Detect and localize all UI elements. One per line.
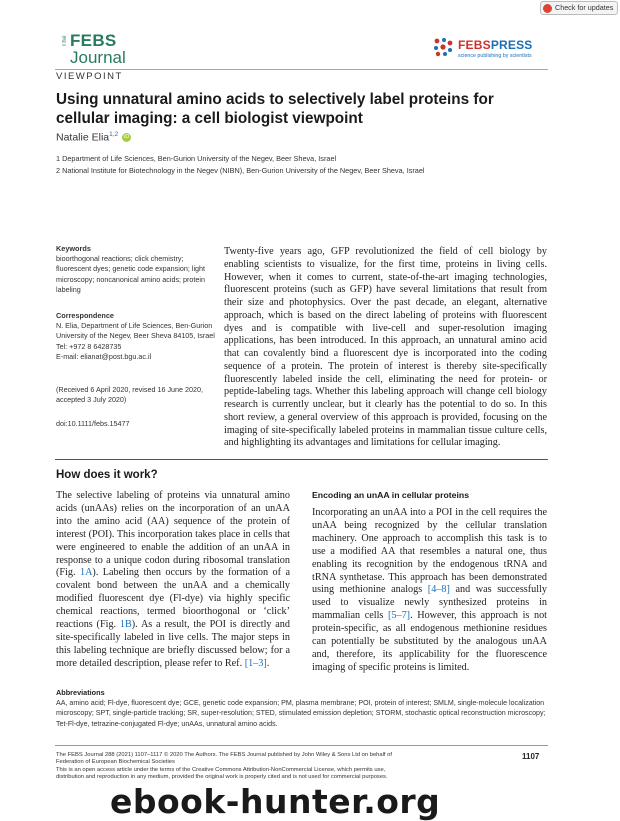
correspondence-block [56,311,216,362]
subsection-heading: Encoding an unAA in cellular proteins [312,490,470,500]
received-dates: (Received 6 April 2020, revised 16 June 2020, accepted 3 July 2020) [56,385,204,405]
correspondence-tel: Tel: +972 8 6428735 [56,341,122,351]
body-text: ). As a result, the POI is directly and site-specifically labeled in live cells. The major steps in this labeling technique are briefly discussed below; for a more detailed description, please refer to Ref. [56,619,290,669]
keywords-text: bioorthogonal reactions; click chemistry; fluorescent dyes; genetic code expansion; light microscopy; noncanonical amino acids; protein labeling [56,254,206,294]
keywords-block [56,244,216,295]
correspondence-heading: Correspondence [56,311,114,320]
author-name: Natalie Elia [56,131,110,144]
body-text: . [266,657,270,669]
abstract: Twenty-five years ago, GFP revolutionized the field of cell biology by enabling scientists to visualize, for the first time, proteins in living cells. However, when it comes to current, state-of-the-art imaging technologies, fluorescent proteins (such as GFP) have several limitations that result from their size and photophysics. Over the past decade, an elegant, alternative approach, which is based on the direct labeling of proteins with fluorescent dyes and is compatible with live-cell and super-resolution imaging applications, has been introduced. In this approach, an unnatural amino acid that can covalently bind a fluorescent dye is incorporated into the coding sequence of a protein. The protein of interest is thereby site-specifically fluorescently labeled inside the cell, eliminating the need for protein- or peptide-labeling tags. Whether this labeling approach will change cell biology research is currently unclear, but it clearly has the potential to do so. In this short review, a general overview of this approach is provided, focusing on the imaging of site-specifically labeled proteins in mammalian tissue culture cells, and highlighting its advantages and limitations for cellular imaging. [224,246,547,449]
reference-link[interactable]: [1–3] [244,657,267,669]
figure-link[interactable]: 1A [79,567,93,579]
author-line [56,131,131,144]
keywords-heading: Keywords [56,244,91,253]
footer-line: This is an open access article under the terms of the Creative Commons Attribution-NonCommercial License, which permits use, [56,766,386,773]
affiliation-1: 1 Department of Life Sciences, Ben-Gurion University of the Negev, Beer Sheva, Israel [56,154,337,163]
body-text: . However, this approach is not protein-specific, as all endogenous methionine residues can potentially be substituted by the analogous unAA and, therefore, its applicability for the fluorescence imaging of specific proteins is limited. [312,610,547,673]
watermark: ebook-hunter.org [110,782,441,821]
footer-rule [55,745,548,746]
author-affiliation-marks: 1,2 [109,131,119,138]
figure-link[interactable]: 1B [119,619,132,631]
correspondence-email[interactable]: E-mail: elianat@post.bgu.ac.il [56,351,152,361]
check-for-updates-button[interactable] [540,1,618,15]
journal-logo [60,31,130,69]
check-for-updates-label: Check for updates [555,3,614,12]
publisher-mark-icon [432,36,454,58]
footer-line: distribution and reproduction in any medium, provided the original work is properly cited and is not used for commercial purposes. [56,774,388,781]
section-label: VIEWPOINT [56,71,123,82]
body-text: ). Labeling then occurs by the formation of a covalent bond between the unAA and a chemically modified fluorescent dye (Fl-dye) via highly specific chemical reactions, termed bioorthogonal or ‘click’ reactions (Fig. [56,567,290,631]
publisher-logo [432,34,552,66]
journal-logo-febs: FEBS [70,31,117,50]
publisher-name-febs: FEBS [458,38,491,52]
body-text: The selective labeling of proteins via unnatural amino acids (unAAs) relies on the incorporation of an unAA into the amino acid (AA) sequence of the protein of interest (POI). This incorporation takes place in cells that were engineered to enable the addition of an unAA in response to a unique codon during ribosomal translation (Fig. [56,490,290,579]
publisher-tagline: science publishing by scientists [458,53,532,59]
body-column-2 [312,507,547,675]
footer-line: Federation of European Biochemical Societies [56,759,175,766]
footer-line: The FEBS Journal 288 (2021) 1107–1117 © 2020 The Authors. The FEBS Journal published by John Wiley & Sons Ltd on behalf of [56,752,392,758]
journal-logo-the: The [62,35,68,47]
journal-logo-journal: Journal [70,48,126,67]
correspondence-text: N. Elia, Department of Life Sciences, Ben-Gurion University of the Negev, Beer Sheva 84105, Israel [56,321,215,341]
affiliation-2: 2 National Institute for Biotechnology in the Negev (NIBN), Ben-Gurion University of the Negev, Beer Sheva, Israel [56,166,425,175]
reference-link[interactable]: [5–7] [387,610,411,622]
orcid-icon[interactable]: iD [124,134,130,141]
publisher-name [458,38,533,52]
article-title: Using unnatural amino acids to selectively label proteins for cellular imaging: a cell biologist viewpoint [56,91,494,127]
update-icon [543,4,552,13]
body-text: Incorporating an unAA into a POI in the cell requires the unAA being recognized by the cellular translation machinery. One approach to accomplish this task is to use a modified AA that resembles a natural one, thus enabling its recognition by the endogenous tRNA and tRNA synthetase. This approach has been demonstrated using methionine analogs [312,507,547,596]
header-rule [55,69,548,70]
abbreviations-text: AA, amino acid; Fl-dye, fluorescent dye; GCE, genetic code expansion; PM, plasma membrane; POI, protein of interest; SMLM, single-molecule localization microscopy; SPT, single-particle tracking; SR, super-resolution; STED, stimulated emission depletion; STORM, stochastic optical reconstruction microscopy; Tet-Fl-dye, tetrazine-conjugated Fl-dye; unAAs, unnatural amino acids. [56,699,546,728]
footer-text [56,752,476,782]
abstract-rule [55,459,548,460]
publisher-name-press: PRESS [490,38,533,52]
reference-link[interactable]: [4–8] [427,584,450,596]
page-number: 1107 [522,752,540,761]
doi[interactable]: doi:10.1111/febs.15477 [56,419,130,428]
body-text: and was successfully used to visualize newly synthesized proteins in mammalian cells [312,584,547,622]
abbreviations-heading: Abbreviations [56,688,105,697]
section-heading: How does it work? [56,469,158,481]
body-column-1 [56,490,290,671]
